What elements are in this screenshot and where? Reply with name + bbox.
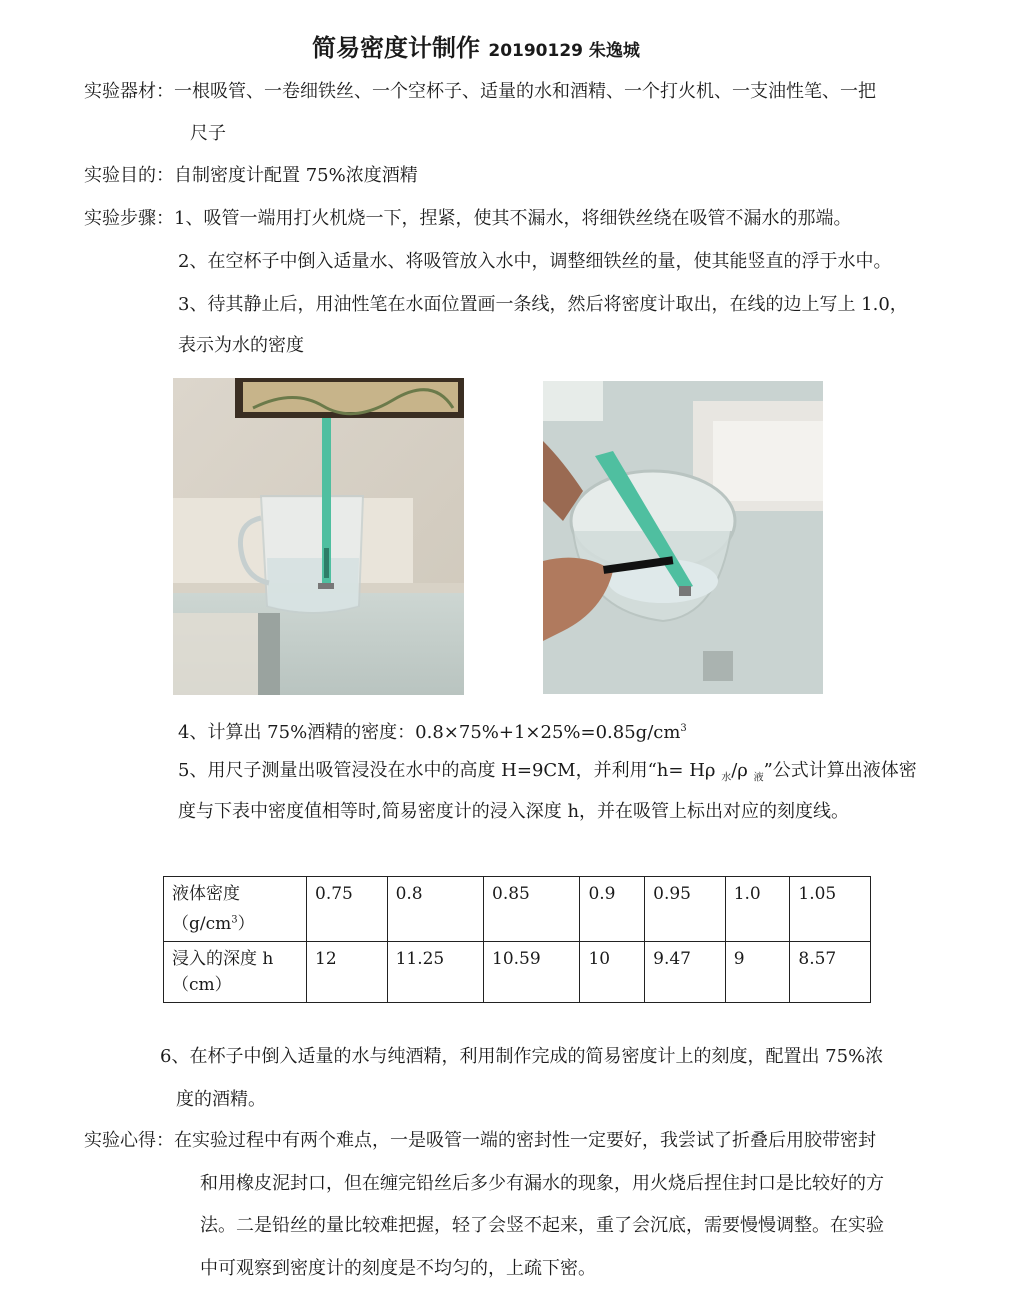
- photo-marking-straw: [543, 381, 823, 694]
- table-cell: 9: [725, 941, 790, 1002]
- purpose-text: 自制密度计配置 75%浓度酒精: [174, 165, 418, 186]
- step-5-part-a: 5、用尺子测量出吸管浸没在水中的高度 H=9CM，并利用“h= Hρ: [178, 760, 722, 781]
- table-cell: 0.85: [484, 877, 580, 942]
- reflection-line-2: 和用橡皮泥封口，但在缠完铅丝后多少有漏水的现象，用火烧后捏住封口是比较好的方: [200, 1173, 884, 1194]
- table-cell: 9.47: [645, 941, 726, 1002]
- table-cell: 8.57: [790, 941, 871, 1002]
- table-cell: 0.9: [580, 877, 645, 942]
- step-4: [178, 716, 687, 746]
- table-cell: 10.59: [484, 941, 580, 1002]
- step-5-part-c: ”公式计算出液体密: [763, 760, 917, 781]
- step-6-line-2: 度的酒精。: [176, 1089, 266, 1110]
- materials-line-1: [84, 79, 876, 105]
- table-cell: 0.8: [387, 877, 483, 942]
- step-3-line-2: 表示为水的密度: [178, 335, 304, 356]
- photo-straw-in-cup: [173, 378, 464, 695]
- table-header-density: [164, 877, 307, 942]
- title-main: 简易密度计制作: [312, 34, 480, 62]
- reflection-line-3: 法。二是铅丝的量比较难把握，轻了会竖不起来，重了会沉底，需要慢慢调整。在实验: [200, 1215, 884, 1236]
- table-cell: 1.0: [725, 877, 790, 942]
- table-cell: 0.95: [645, 877, 726, 942]
- steps-line-1: [84, 206, 851, 232]
- reflection-line-4: 中可观察到密度计的刻度是不均匀的，上疏下密。: [200, 1258, 596, 1279]
- density-header-close: ）: [237, 913, 255, 934]
- step-2: 2、在空杯子中倒入适量水、将吸管放入水中，调整细铁丝的量，使其能竖直的浮于水中。: [178, 251, 892, 272]
- step-4-sup: 3: [680, 723, 687, 734]
- step-1: 1、吸管一端用打火机烧一下，捏紧，使其不漏水，将细铁丝绕在吸管不漏水的那端。: [174, 208, 852, 229]
- step-6-line-1: 6、在杯子中倒入适量的水与纯酒精，利用制作完成的简易密度计上的刻度，配置出 75%浓: [160, 1046, 884, 1067]
- table-header-depth: [164, 941, 307, 1002]
- reflection-label: 实验心得：: [84, 1130, 174, 1151]
- materials-line-2: 尺子: [190, 123, 226, 144]
- table-cell: 11.25: [387, 941, 483, 1002]
- photo-marking-straw-drawing: [543, 381, 823, 694]
- step-5-part-b: /ρ: [731, 760, 754, 781]
- density-header-line-2: [172, 914, 255, 934]
- table-cell: 12: [307, 941, 388, 1002]
- step-5-sub-liquid: 液: [753, 772, 764, 784]
- steps-label: 实验步骤：: [84, 208, 174, 229]
- step-4-text: 4、计算出 75%酒精的密度：0.8×75%+1×25%=0.85g/cm: [178, 722, 681, 743]
- density-table: [163, 876, 871, 1003]
- density-header-unit: （g/cm: [172, 913, 232, 934]
- title-date: 20190129 朱逸城: [488, 41, 640, 61]
- purpose-line: [84, 163, 418, 189]
- depth-header-line-1: 浸入的深度 h: [172, 948, 274, 969]
- density-header-sup: 3: [231, 914, 238, 925]
- density-header-line-1: 液体密度: [172, 884, 240, 904]
- purpose-label: 实验目的：: [84, 165, 174, 186]
- step-5-line-1: [178, 758, 917, 792]
- reflection-line-1: [84, 1128, 876, 1154]
- step-3-line-1: 3、待其静止后，用油性笔在水面位置画一条线，然后将密度计取出，在线的边上写上 1.0，: [178, 294, 908, 315]
- materials-text: 一根吸管、一卷细铁丝、一个空杯子、适量的水和酒精、一个打火机、一支油性笔、一把: [174, 81, 876, 102]
- reflection-text-1: 在实验过程中有两个难点，一是吸管一端的密封性一定要好，我尝试了折叠后用胶带密封: [174, 1130, 876, 1151]
- materials-label: 实验器材：: [84, 81, 174, 102]
- table-cell: 0.75: [307, 877, 388, 942]
- table-cell: 10: [580, 941, 645, 1002]
- step-5-sub-water: 水: [721, 772, 732, 784]
- table-row-depth: [164, 941, 871, 1002]
- step-5-line-2: 度与下表中密度值相等时,简易密度计的浸入深度 h，并在吸管上标出对应的刻度线。: [178, 801, 850, 822]
- photo-straw-in-cup-drawing: [173, 378, 464, 695]
- depth-header-line-2: （cm）: [172, 974, 232, 995]
- page-title: [312, 28, 640, 63]
- table-cell: 1.05: [790, 877, 871, 942]
- table-row-density: [164, 877, 871, 942]
